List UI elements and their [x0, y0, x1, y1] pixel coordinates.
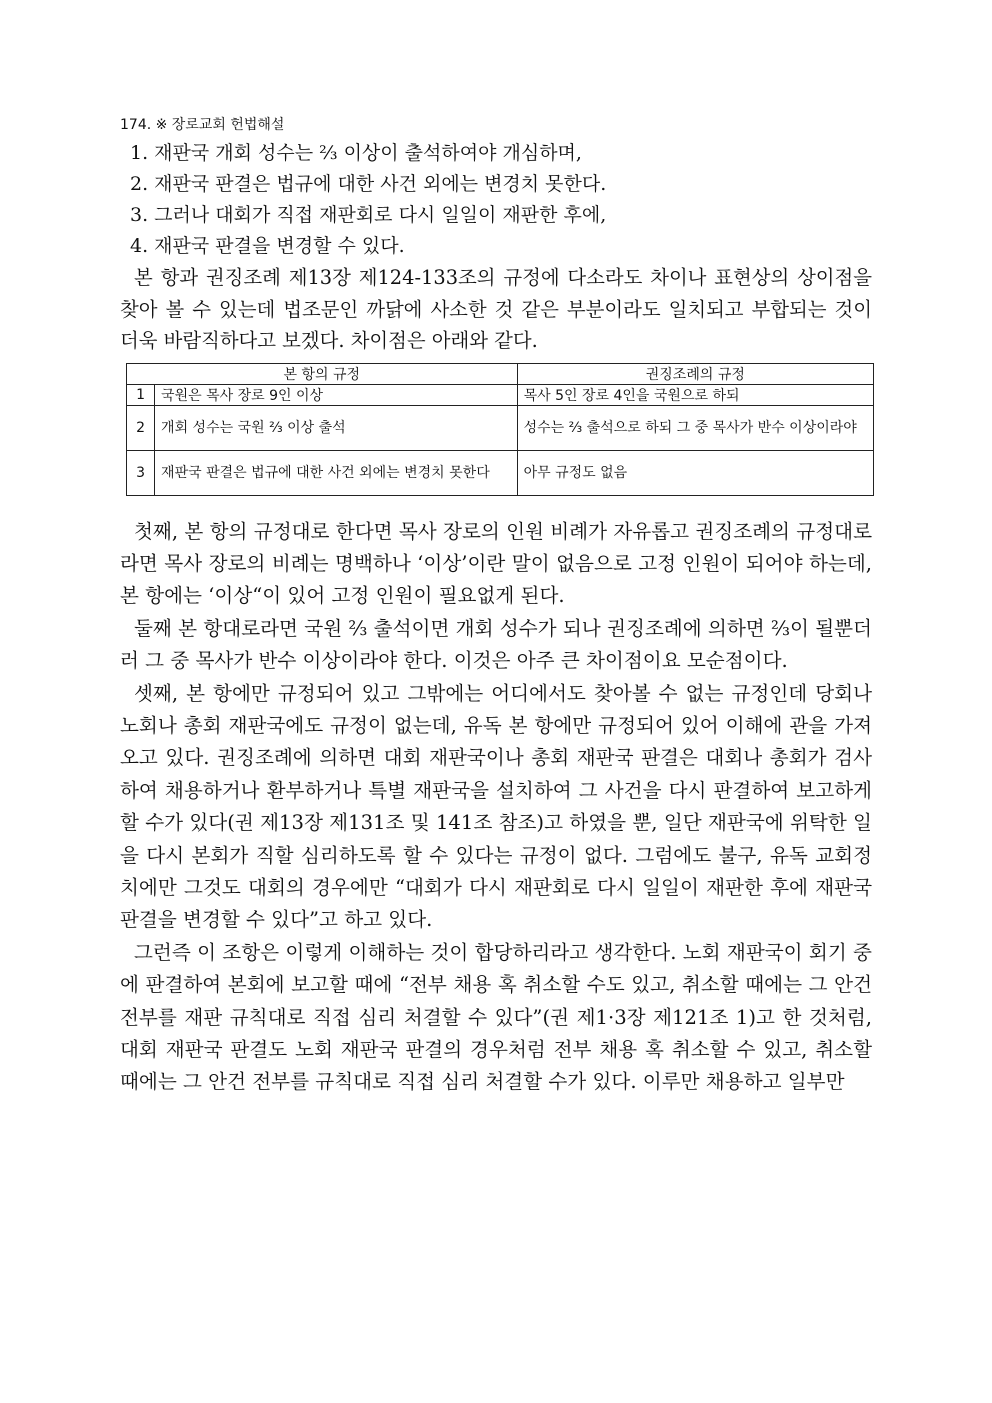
table-header-left: 본 항의 규정 [127, 363, 518, 384]
table-header-row [127, 363, 874, 384]
body-paragraph-second: 둘째 본 항대로라면 국원 ⅔ 출석이면 개회 성수가 되나 권징조례에 의하면 ⅔이 될뿐더러 그 중 목사가 반수 이상이라야 한다. 이것은 아주 큰 차이점이요 모순점이다. [120, 616, 872, 673]
list-item: 2. 재판국 판결은 법규에 대한 사건 외에는 변경치 못한다. [130, 173, 607, 195]
list-item: 1. 재판국 개회 성수는 ⅔ 이상이 출석하여야 개심하며, [130, 142, 582, 164]
document-page [120, 112, 872, 1099]
row-number: 3 [127, 450, 155, 495]
row-left-cell: 국원은 목사 장로 9인 이상 [155, 384, 518, 405]
row-right-cell: 아무 규정도 없음 [517, 450, 873, 495]
table-header-right: 권징조례의 규정 [517, 363, 873, 384]
list-item: 4. 재판국 판결을 변경할 수 있다. [130, 235, 405, 257]
table-row [127, 405, 874, 450]
article-list [120, 138, 872, 262]
list-item: 3. 그러나 대회가 직접 재판회로 다시 일일이 재판한 후에, [130, 204, 607, 226]
row-right-cell: 성수는 ⅔ 출석으로 하되 그 중 목사가 반수 이상이라야 [517, 405, 873, 450]
row-number: 1 [127, 384, 155, 405]
comparison-table [126, 363, 874, 496]
page-header: 174. ※ 장로교회 헌법해설 [120, 117, 285, 133]
body-paragraph-fourth: 그런즉 이 조항은 이렇게 이해하는 것이 합당하리라고 생각한다. 노회 재판국이 회기 중에 판결하여 본회에 보고할 때에 “전부 채용 혹 취소할 수도 있고, 취소할 때에는 그 안건 전부를 재판 규칙대로 직접 심리 처결할 수 있다”(권 제1·3장 제121조 1)고 한 것처럼, 대회 재판국 판결도 노회 재판국 판결의 경우처럼 전부 채용 혹 취소할 수 있고, 취소할 때에는 그 안건 전부를 규칙대로 직접 심리 처결할 수가 있다. 이루만 채용하고 일부만 [120, 940, 872, 1094]
table-row [127, 384, 874, 405]
row-right-cell: 목사 5인 장로 4인을 국원으로 하되 [517, 384, 873, 405]
row-left-cell: 개회 성수는 국원 ⅔ 이상 출석 [155, 405, 518, 450]
body-paragraph-first: 첫째, 본 항의 규정대로 한다면 목사 장로의 인원 비례가 자유롭고 권징조례의 규정대로라면 목사 장로의 비례는 명백하나 ‘이상’이란 말이 없음으로 고정 인원이 되어야 하는데, 본 항에는 ‘이상“이 있어 고정 인원이 필요없게 된다. [120, 519, 873, 608]
intro-paragraph: 본 항과 권징조례 제13장 제124-133조의 규정에 다소라도 차이나 표현상의 상이점을 찾아 볼 수 있는데 법조문인 까닭에 사소한 것 같은 부분이라도 일치되고 부합되는 것이 더욱 바람직하다고 보겠다. 차이점은 아래와 같다. [120, 266, 872, 352]
row-left-cell: 재판국 판결은 법규에 대한 사건 외에는 변경치 못한다 [155, 450, 518, 495]
table-row [127, 450, 874, 495]
body-paragraph-third: 셋째, 본 항에만 규정되어 있고 그밖에는 어디에서도 찾아볼 수 없는 규정인데 당회나 노회나 총회 재판국에도 규정이 없는데, 유독 본 항에만 규정되어 있어 이해에 관을 가져오고 있다. 권징조례에 의하면 대회 재판국이나 총회 재판국 판결은 대회나 총회가 검사하여 채용하거나 환부하거나 특별 재판국을 설치하여 그 사건을 다시 판결하여 보고하게 할 수가 있다(권 제13장 제131조 및 141조 참조)고 하였을 뿐, 일단 재판국에 위탁한 일을 다시 본회가 직할 심리하도록 할 수 있다는 규정이 없다. 그럼에도 불구, 유독 교회정치에만 그것도 대회의 경우에만 “대회가 다시 재판회로 다시 일일이 재판한 후에 재판국 판결을 변경할 수 있다”고 하고 있다. [120, 681, 873, 932]
row-number: 2 [127, 405, 155, 450]
